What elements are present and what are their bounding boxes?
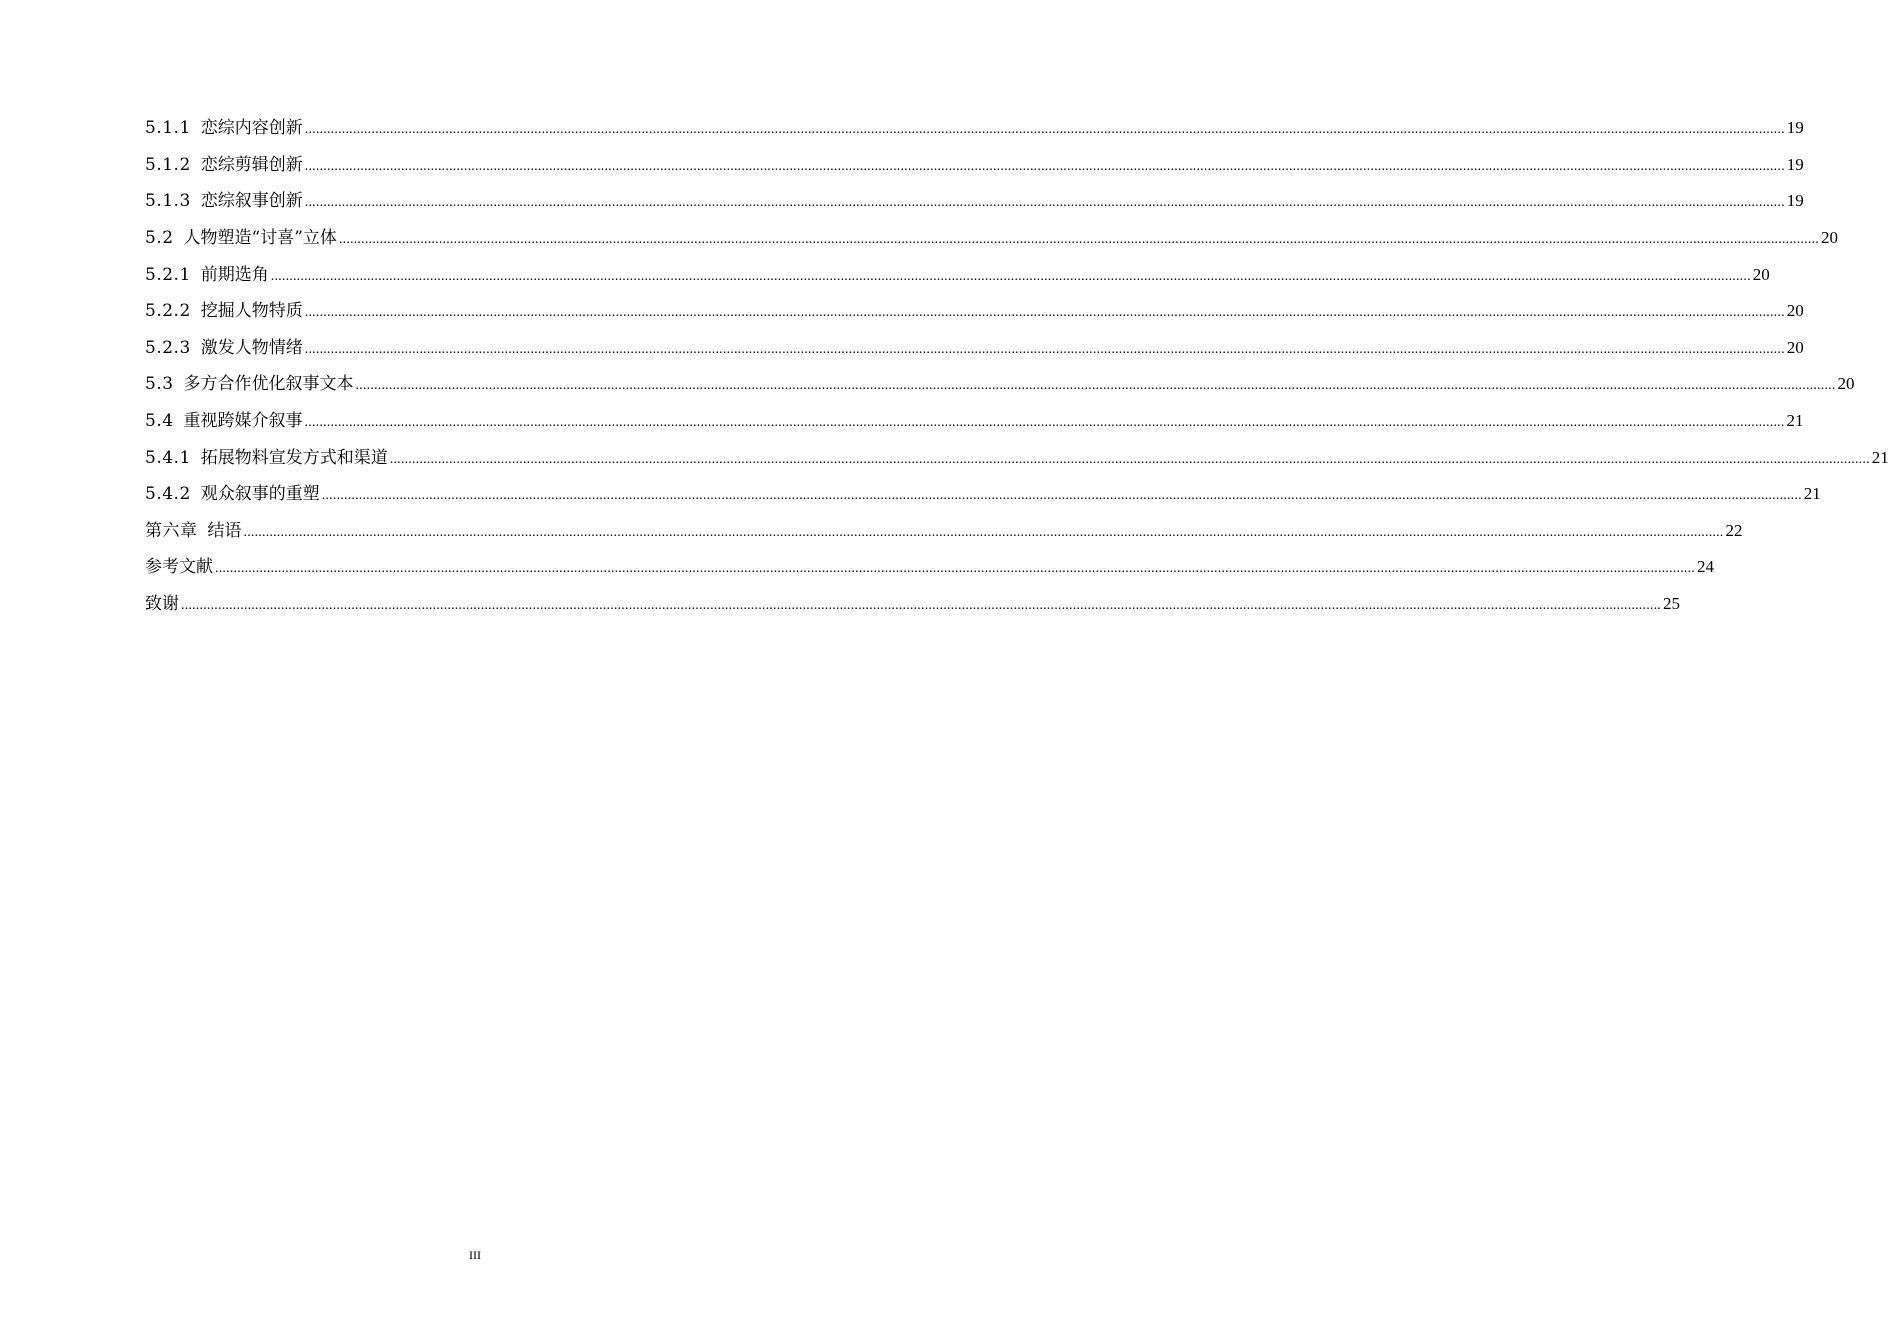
toc-entry-number: 第六章: [145, 520, 198, 541]
toc-dot-leader: ................................................................................................................................................................................................................................................................................................................................................................................................................: [321, 488, 1802, 504]
toc-entry-title: 致谢: [145, 594, 179, 615]
toc-entry-number: 5.1.3: [145, 191, 191, 212]
toc-dot-leader: ................................................................................................................................................................................................................................................................................................................................................................................................................: [304, 158, 1785, 174]
toc-entry[interactable]: [145, 549, 1714, 586]
toc-entry-page: 20: [1837, 374, 1855, 394]
toc-entry-number: 5.1.2: [145, 154, 191, 175]
toc-entry-title: 参考文献: [145, 557, 213, 578]
toc-dot-leader: ................................................................................................................................................................................................................................................................................................................................................................................................................: [215, 561, 1695, 577]
toc-entry-number: 5.2.2: [145, 301, 191, 322]
toc-entry-title: 恋综叙事创新: [200, 191, 303, 212]
table-of-contents: [145, 110, 1889, 622]
toc-entry-number: 5.4.2: [145, 484, 191, 505]
toc-entry[interactable]: [145, 586, 1680, 623]
toc-entry-title: 拓展物料宣发方式和渠道: [200, 447, 388, 468]
toc-entry[interactable]: [145, 110, 1804, 147]
toc-entry[interactable]: [145, 147, 1804, 184]
toc-entry-number: 5.2: [145, 228, 174, 249]
toc-dot-leader: ................................................................................................................................................................................................................................................................................................................................................................................................................: [181, 598, 1661, 614]
toc-entry-number: 5.1.1: [145, 118, 191, 139]
toc-entry[interactable]: [145, 183, 1804, 220]
toc-entry-title: 恋综剪辑创新: [200, 154, 303, 175]
toc-dot-leader: ................................................................................................................................................................................................................................................................................................................................................................................................................: [389, 451, 1870, 467]
toc-entry[interactable]: [145, 220, 1838, 257]
toc-entry-number: 5.4.1: [145, 447, 191, 468]
toc-entry[interactable]: [145, 366, 1855, 403]
toc-entry-page: 20: [1820, 228, 1838, 248]
toc-dot-leader: ................................................................................................................................................................................................................................................................................................................................................................................................................: [304, 415, 1785, 431]
toc-entry-page: 19: [1786, 154, 1804, 174]
toc-entry-number: 5.4: [145, 411, 174, 432]
toc-dot-leader: ................................................................................................................................................................................................................................................................................................................................................................................................................: [304, 305, 1785, 321]
toc-entry-title: 恋综内容创新: [200, 118, 303, 139]
toc-entry[interactable]: [145, 513, 1743, 550]
toc-entry-number: 5.2.3: [145, 337, 191, 358]
toc-entry-title: 结语: [207, 520, 242, 541]
toc-dot-leader: ................................................................................................................................................................................................................................................................................................................................................................................................................: [304, 122, 1785, 138]
toc-entry-title: 人物塑造“讨喜”立体: [183, 228, 337, 249]
toc-entry-page: 22: [1725, 520, 1743, 540]
toc-entry-page: 19: [1786, 191, 1804, 211]
toc-entry[interactable]: [145, 476, 1821, 513]
toc-entry-title: 重视跨媒介叙事: [183, 411, 303, 432]
toc-entry-page: 25: [1663, 594, 1680, 614]
toc-entry[interactable]: [145, 403, 1804, 440]
toc-entry-number: 5.3: [145, 374, 174, 395]
page-number: III: [469, 1248, 481, 1262]
toc-entry-page: 20: [1786, 301, 1804, 321]
toc-dot-leader: ................................................................................................................................................................................................................................................................................................................................................................................................................: [338, 232, 1819, 248]
toc-entry-page: 21: [1786, 411, 1804, 431]
toc-entry[interactable]: [145, 293, 1804, 330]
toc-dot-leader: ................................................................................................................................................................................................................................................................................................................................................................................................................: [304, 195, 1785, 211]
toc-entry-title: 前期选角: [200, 264, 269, 285]
toc-dot-leader: ................................................................................................................................................................................................................................................................................................................................................................................................................: [355, 378, 1836, 394]
toc-entry-title: 多方合作优化叙事文本: [183, 374, 354, 395]
toc-entry[interactable]: [145, 439, 1889, 476]
toc-entry-page: 20: [1786, 337, 1804, 357]
toc-entry-page: 24: [1697, 557, 1714, 577]
toc-entry-number: 5.2.1: [145, 264, 191, 285]
toc-entry-page: 21: [1803, 484, 1821, 504]
toc-entry-page: 19: [1786, 118, 1804, 138]
toc-entry-page: 20: [1752, 264, 1770, 284]
toc-dot-leader: ................................................................................................................................................................................................................................................................................................................................................................................................................: [304, 341, 1785, 357]
toc-dot-leader: ................................................................................................................................................................................................................................................................................................................................................................................................................: [270, 268, 1751, 284]
toc-entry-title: 激发人物情绪: [200, 337, 303, 358]
toc-entry-page: 21: [1871, 447, 1889, 467]
toc-entry-title: 观众叙事的重塑: [200, 484, 320, 505]
toc-dot-leader: ................................................................................................................................................................................................................................................................................................................................................................................................................: [243, 524, 1724, 540]
toc-entry[interactable]: [145, 256, 1770, 293]
toc-entry-title: 挖掘人物特质: [200, 301, 303, 322]
toc-entry[interactable]: [145, 330, 1804, 367]
